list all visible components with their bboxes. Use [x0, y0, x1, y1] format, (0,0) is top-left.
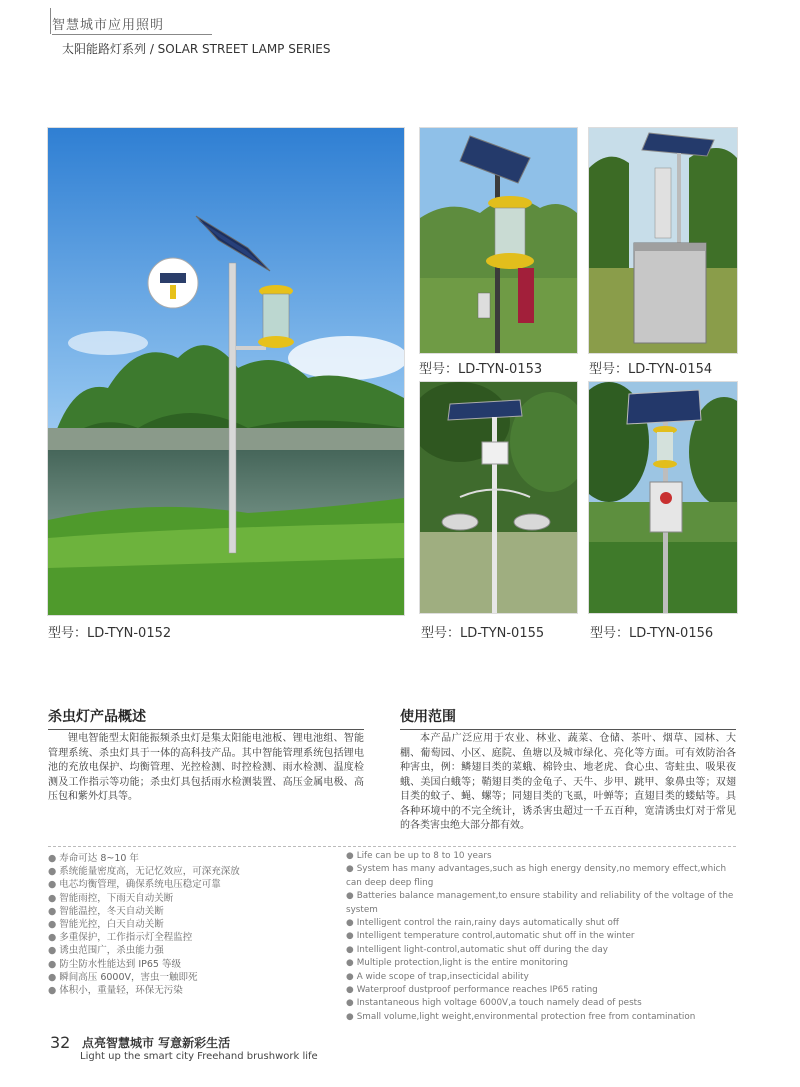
overview-rule — [48, 729, 364, 730]
product-photo-0153 — [419, 127, 578, 354]
feature-en-item: ● Intelligent temperature control,automatic shut off in the winter — [346, 931, 635, 942]
product-photo-0156 — [588, 381, 738, 614]
feature-en-item: ● Multiple protection,light is the entire monitoring — [346, 958, 569, 969]
feature-en-item: ● Intelligent light-control,automatic shut off during the day — [346, 944, 608, 955]
product-photo-0155 — [419, 381, 578, 614]
product-caption-0153: 型号：LD-TYN-0153 — [419, 362, 543, 377]
feature-en-item: ● System has many advantages,such as high energy density,no memory effect,which can deep deep fling — [346, 864, 727, 888]
feature-cn-item: ● 电芯均衡管理，确保系统电压稳定可靠 — [48, 879, 221, 891]
feature-cn-item: ● 防尘防水性能达到 IP65 等级 — [48, 958, 181, 970]
feature-en-item: ● Instantaneous high voltage 6000V,a touch namely dead of pests — [346, 998, 642, 1009]
product-caption-0156: 型号：LD-TYN-0156 — [590, 626, 714, 641]
feature-cn-item: ● 智能温控，冬天自动关断 — [48, 905, 164, 917]
features-divider — [48, 846, 736, 847]
usage-title: 使用范围 — [400, 709, 456, 725]
footer-slogan-en: Light up the smart city Freehand brushwork life — [80, 1051, 318, 1062]
product-caption-0155: 型号：LD-TYN-0155 — [421, 626, 545, 641]
header-title: 智慧城市应用照明 — [52, 18, 165, 33]
usage-rule — [400, 729, 736, 730]
overview-text: 锂电智能型太阳能振频杀虫灯是集太阳能电池板、锂电池组、智能管理系统、杀虫灯具于一体的高科技产品。其中智能管理系统包括锂电池的充放电保护、均衡管理、光控检测、时控检测、雨水检测、温度检测及工作指示等功能；杀虫灯具包括雨水检测装置、高压金属电极、高压包和紫外灯具等。 — [48, 733, 364, 802]
header-bracket — [50, 8, 51, 34]
overview-title: 杀虫灯产品概述 — [48, 709, 146, 725]
usage-text: 本产品广泛应用于农业、林业、蔬菜、仓储、茶叶、烟草、园林、大棚、葡萄园、小区、庭院、鱼塘以及城市绿化、亮化等方面。可有效防治各种害虫，例：鳞翅目类的菜蛾、棉铃虫、地老虎、食心虫、寄蛀虫、吸果夜蛾、美国白蛾等；鞘翅目类的金龟子、天牛、步甲、跳甲、象鼻虫等；双翅目类的蚊子、蝇、螺等；同翅目类的飞虱，叶蝉等；直翅目类的蝼蛄等。具各种环境中的不完全统计，诱杀害虫超过一千五百种，宽清诱虫灯对于常见的各类害虫绝大部分都有效。 — [400, 733, 736, 831]
feature-en-item: ● Batteries balance management,to ensure stability and reliability of the voltage of the system — [346, 891, 734, 915]
feature-cn-item: ● 多重保护，工作指示灯全程监控 — [48, 932, 193, 944]
product-photo-0152 — [47, 127, 405, 616]
features-cn-list — [48, 852, 328, 997]
product-caption-0154: 型号：LD-TYN-0154 — [589, 362, 713, 377]
feature-en-item: ● Waterproof dustproof performance reaches IP65 rating — [346, 985, 598, 996]
product-caption-0152: 型号：LD-TYN-0152 — [48, 626, 172, 641]
feature-en-item: ● Intelligent control the rain,rainy days automatically shut off — [346, 918, 619, 929]
header-divider — [52, 34, 212, 35]
product-photo-0154 — [588, 127, 738, 354]
feature-cn-item: ● 智能雨控，下雨天自动关断 — [48, 892, 174, 904]
page-number: 32 — [50, 1033, 71, 1052]
feature-en-item: ● Small volume,light weight,environmental protection free from contamination — [346, 1011, 696, 1022]
footer-slogan-cn: 点亮智慧城市 写意新彩生活 — [82, 1036, 231, 1050]
feature-cn-item: ● 智能光控，白天自动关断 — [48, 919, 164, 931]
feature-cn-item: ● 寿命可达 8~10 年 — [48, 853, 139, 864]
features-en-list — [346, 850, 736, 1024]
feature-cn-item: ● 体积小，重量轻，环保无污染 — [48, 985, 183, 997]
feature-cn-item: ● 瞬间高压 6000V，害虫一触即死 — [48, 971, 198, 983]
header-subtitle: 太阳能路灯系列 / SOLAR STREET LAMP SERIES — [62, 42, 331, 56]
feature-cn-item: ● 诱虫范围广，杀虫能力强 — [48, 945, 164, 957]
feature-en-item: ● A wide scope of trap,insecticidal ability — [346, 971, 529, 982]
feature-cn-item: ● 系统能量密度高，无记忆效应，可深充深放 — [48, 866, 240, 878]
feature-en-item: ● Life can be up to 8 to 10 years — [346, 851, 492, 861]
